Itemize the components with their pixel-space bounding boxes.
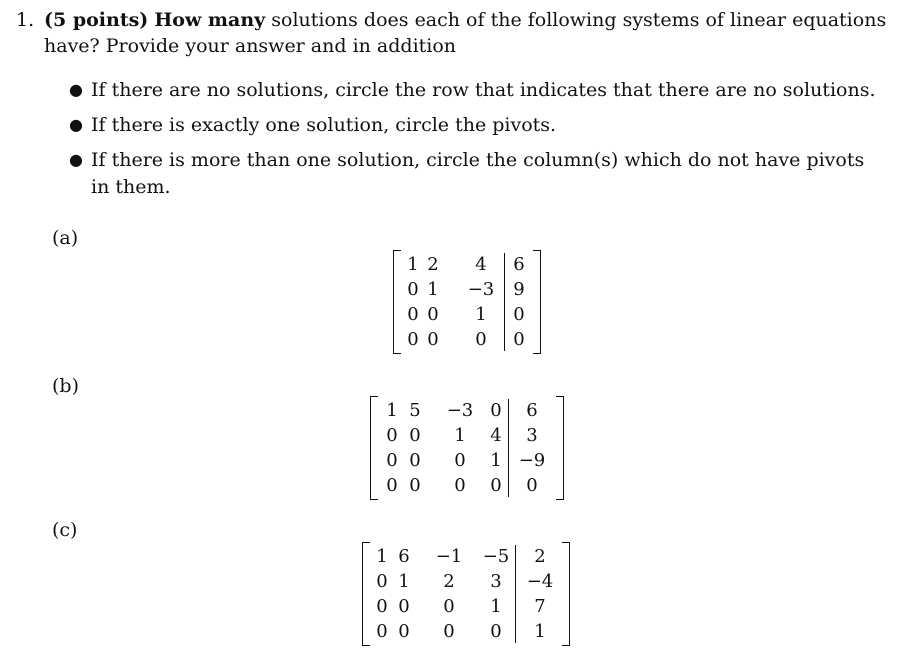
matrix-entry: 0 (386, 475, 398, 496)
augmented-matrix-a (393, 250, 541, 354)
bullet-dot-icon: ● (69, 115, 83, 134)
matrix-entry: 6 (513, 254, 525, 275)
matrix-entry: 7 (534, 596, 546, 617)
question-line-1 (44, 8, 886, 32)
matrix-entry: 0 (490, 475, 502, 496)
matrix-entry: 0 (409, 475, 421, 496)
matrix-entry: 0 (526, 475, 538, 496)
matrix-entry: 1 (376, 546, 388, 567)
matrix-entry: 0 (376, 596, 388, 617)
matrix-entry: −1 (435, 546, 463, 567)
matrix-entry: 0 (490, 400, 502, 421)
matrix-entry: 2 (443, 571, 455, 592)
matrix-entry: 0 (443, 621, 455, 642)
question-line-1-rest: solutions does each of the following systems of linear equations (271, 9, 887, 31)
matrix-entry: 9 (513, 279, 525, 300)
matrix-entry: 5 (409, 400, 421, 421)
bullet-continuation: in them. (91, 176, 171, 198)
right-bracket (556, 396, 564, 500)
augmented-matrix-b (370, 396, 564, 500)
matrix-entry: 0 (454, 450, 466, 471)
matrix-entry: 0 (376, 621, 388, 642)
matrix-entry: 1 (534, 621, 546, 642)
matrix-entry: −4 (526, 571, 554, 592)
matrix-entry: 1 (386, 400, 398, 421)
matrix-entry: −3 (446, 400, 474, 421)
matrix-entry: −3 (467, 279, 495, 300)
augmented-matrix-c (362, 542, 570, 646)
bullet-one-solution (69, 113, 557, 137)
matrix-entry: 6 (398, 546, 410, 567)
bullet-text: If there is exactly one solution, circle the pivots. (91, 114, 557, 136)
matrix-entry: 0 (398, 621, 410, 642)
part-a-label: (a) (52, 227, 79, 249)
question-bold-lead: How many (154, 9, 266, 31)
bullet-many-solutions (69, 148, 865, 172)
matrix-entry: 2 (427, 254, 439, 275)
matrix-entry: 0 (398, 596, 410, 617)
matrix-entry: 0 (407, 329, 419, 350)
matrix-entry: 0 (386, 425, 398, 446)
part-b-label: (b) (52, 375, 79, 397)
matrix-entry: 0 (490, 621, 502, 642)
matrix-entry: 0 (407, 304, 419, 325)
matrix-entry: 0 (407, 279, 419, 300)
matrix-entry: 0 (475, 329, 487, 350)
matrix-entry: 1 (407, 254, 419, 275)
matrix-entry: 1 (454, 425, 466, 446)
matrix-entry: 2 (534, 546, 546, 567)
bullet-text: If there is more than one solution, circle the column(s) which do not have pivots (91, 149, 865, 171)
question-points: (5 points) (44, 9, 149, 31)
matrix-entry: 0 (427, 304, 439, 325)
matrix-entry: −5 (482, 546, 510, 567)
bullet-dot-icon: ● (69, 80, 83, 99)
matrix-entry: 3 (526, 425, 538, 446)
question-number: 1. (16, 9, 35, 31)
matrix-entry: 0 (409, 425, 421, 446)
matrix-entry: 0 (427, 329, 439, 350)
matrix-entry: 0 (376, 571, 388, 592)
question-line-2: have? Provide your answer and in addition (44, 35, 457, 57)
matrix-entry: 0 (513, 304, 525, 325)
matrix-entry: −9 (518, 450, 546, 471)
matrix-entry: 0 (409, 450, 421, 471)
matrix-entry: 1 (490, 450, 502, 471)
augment-bar (515, 545, 516, 643)
matrix-entry: 1 (427, 279, 439, 300)
matrix-entry: 4 (475, 254, 487, 275)
matrix-entry: 1 (490, 596, 502, 617)
matrix-entry: 4 (490, 425, 502, 446)
matrix-entry: 6 (526, 400, 538, 421)
matrix-entry: 3 (490, 571, 502, 592)
matrix-entry: 0 (443, 596, 455, 617)
bullet-no-solutions (69, 78, 876, 102)
matrix-entry: 0 (454, 475, 466, 496)
matrix-entry: 1 (475, 304, 487, 325)
matrix-entry: 0 (386, 450, 398, 471)
bullet-text: If there are no solutions, circle the row that indicates that there are no solutions. (91, 79, 876, 101)
part-c-label: (c) (52, 519, 78, 541)
right-bracket (562, 542, 570, 646)
bullet-dot-icon: ● (69, 150, 83, 169)
matrix-entry: 1 (398, 571, 410, 592)
matrix-entry: 0 (513, 329, 525, 350)
